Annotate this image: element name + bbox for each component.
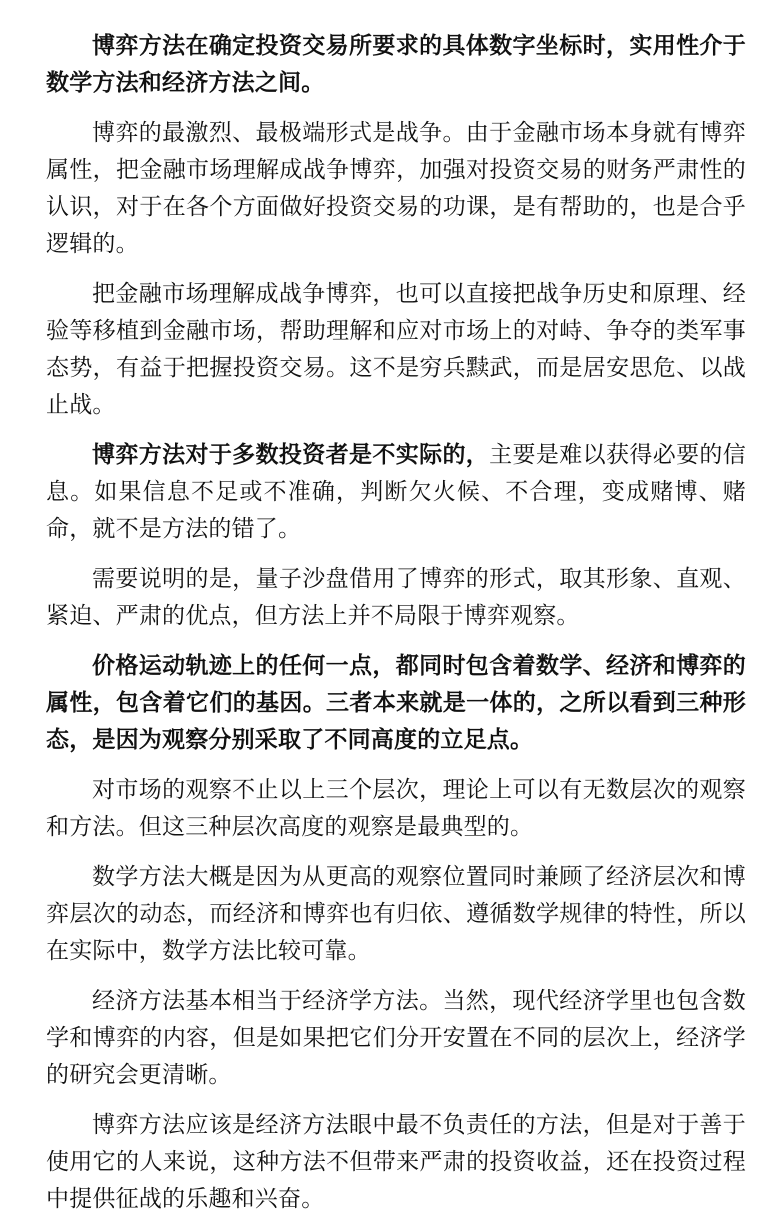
paragraph-6 [46, 648, 746, 759]
paragraph-text: 主要是难以获得必要的信息。如果信息不足或不准确，判断欠火候、不合理，变成赌博、赌命，就不是方法的错了。 [46, 442, 746, 542]
paragraph-9 [46, 983, 746, 1094]
paragraph-text: 把金融市场理解成战争博弈，也可以直接把战争历史和原理、经验等移植到金融市场，帮助理解和应对市场上的对峙、争夺的类军事态势，有益于把握投资交易。这不是穷兵黩武，而是居安思危、以战止战。 [46, 281, 746, 418]
paragraph-text: 需要说明的是，量子沙盘借用了博弈的形式，取其形象、直观、紧迫、严肃的优点，但方法上并不局限于博弈观察。 [46, 566, 746, 629]
paragraph-text: 博弈方法应该是经济方法眼中最不负责任的方法，但是对于善于使用它的人来说，这种方法不但带来严肃的投资收益，还在投资过程中提供征战的乐趣和兴奋。 [46, 1112, 746, 1212]
paragraph-bold-lead: 博弈方法对于多数投资者是不实际的， [92, 442, 490, 468]
paragraph-text: 价格运动轨迹上的任何一点，都同时包含着数学、经济和博弈的属性，包含着它们的基因。三者本来就是一体的，之所以看到三种形态，是因为观察分别采取了不同高度的立足点。 [46, 653, 746, 753]
paragraph-1 [46, 28, 746, 102]
paragraph-5 [46, 561, 746, 635]
paragraph-8 [46, 859, 746, 970]
paragraph-text: 博弈的最激烈、最极端形式是战争。由于金融市场本身就有博弈属性，把金融市场理解成战争博弈，加强对投资交易的财务严肃性的认识，对于在各个方面做好投资交易的功课，是有帮助的，也是合乎逻辑的。 [46, 120, 746, 257]
paragraph-text: 对市场的观察不止以上三个层次，理论上可以有无数层次的观察和方法。但这三种层次高度的观察是最典型的。 [46, 777, 746, 840]
paragraph-4 [46, 437, 746, 548]
paragraph-text: 经济方法基本相当于经济学方法。当然，现代经济学里也包含数学和博弈的内容，但是如果把它们分开安置在不同的层次上，经济学的研究会更清晰。 [46, 988, 746, 1088]
paragraph-text: 数学方法大概是因为从更高的观察位置同时兼顾了经济层次和博弈层次的动态，而经济和博弈也有归依、遵循数学规律的特性，所以在实际中，数学方法比较可靠。 [46, 864, 746, 964]
paragraph-10 [46, 1107, 746, 1218]
paragraph-2 [46, 115, 746, 263]
paragraph-text: 博弈方法在确定投资交易所要求的具体数字坐标时，实用性介于数学方法和经济方法之间。 [46, 33, 746, 96]
paragraph-3 [46, 276, 746, 424]
paragraph-7 [46, 772, 746, 846]
